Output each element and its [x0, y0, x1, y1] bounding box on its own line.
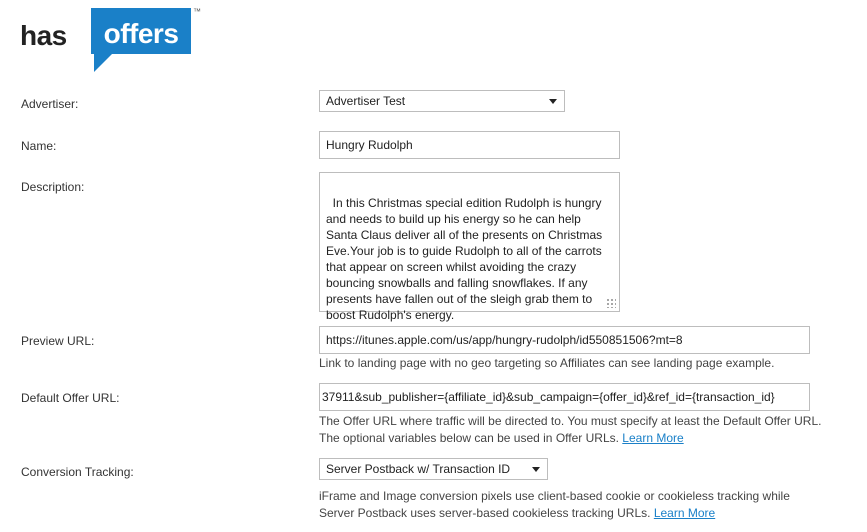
hasoffers-logo: [20, 8, 210, 74]
conversion-tracking-help-text: Server Postback uses server-based cookieless tracking URLs.: [319, 506, 651, 520]
conversion-tracking-label: Conversion Tracking:: [21, 465, 134, 479]
preview-url-label: Preview URL:: [21, 334, 95, 348]
chevron-down-icon: [532, 467, 540, 472]
advertiser-select[interactable]: [319, 90, 565, 112]
learn-more-link[interactable]: Learn More: [622, 431, 684, 445]
learn-more-link[interactable]: Learn More: [653, 506, 716, 520]
conversion-tracking-help-line2: [319, 504, 715, 522]
description-textarea[interactable]: [319, 172, 620, 322]
logo-trademark: ™: [193, 7, 201, 16]
default-offer-url-help-line2: [319, 429, 684, 447]
description-text: In this Christmas special edition Rudolph is hungry and needs to build up his energy so he can help Santa Claus deliver all of the presents on Christmas Eve.Your job is to guide Rudolph to all of the carrots that appear on screen whilst avoiding the crazy bouncing snowballs and falling snowflakes. If any presents have fallen out of the sleigh grab them to boost Rudolph's energy.: [326, 196, 606, 322]
conversion-tracking-help-line1: iFrame and Image conversion pixels use client-based cookie or cookieless tracking while: [319, 489, 790, 503]
conversion-tracking-select-value: Server Postback w/ Transaction ID: [326, 462, 511, 476]
logo-offers-text: offers: [103, 18, 179, 49]
advertiser-label: Advertiser:: [21, 97, 79, 111]
preview-url-input[interactable]: https://itunes.apple.com/us/app/hungry-rudolph/id550851506?mt=8: [319, 326, 810, 354]
logo-bubble-tail: [94, 52, 114, 72]
description-label: Description:: [21, 180, 85, 194]
name-input[interactable]: Hungry Rudolph: [319, 131, 620, 159]
default-offer-url-help-line1: The Offer URL where traffic will be directed to. You must specify at least the Default Offer URL.: [319, 414, 822, 428]
preview-url-help: Link to landing page with no geo targeting so Affiliates can see landing page example.: [319, 356, 775, 370]
advertiser-select-value: Advertiser Test: [326, 94, 406, 108]
chevron-down-icon: [549, 99, 557, 104]
default-offer-url-help-text: The optional variables below can be used in Offer URLs.: [319, 431, 619, 445]
default-offer-url-input[interactable]: 37911&sub_publisher={affiliate_id}&sub_campaign={offer_id}&ref_id={transaction_id}: [319, 383, 810, 411]
name-label: Name:: [21, 139, 57, 153]
conversion-tracking-select[interactable]: [319, 458, 548, 480]
logo-has-text: has: [20, 20, 67, 51]
resize-handle-icon[interactable]: [606, 298, 616, 308]
default-offer-url-label: Default Offer URL:: [21, 391, 120, 405]
